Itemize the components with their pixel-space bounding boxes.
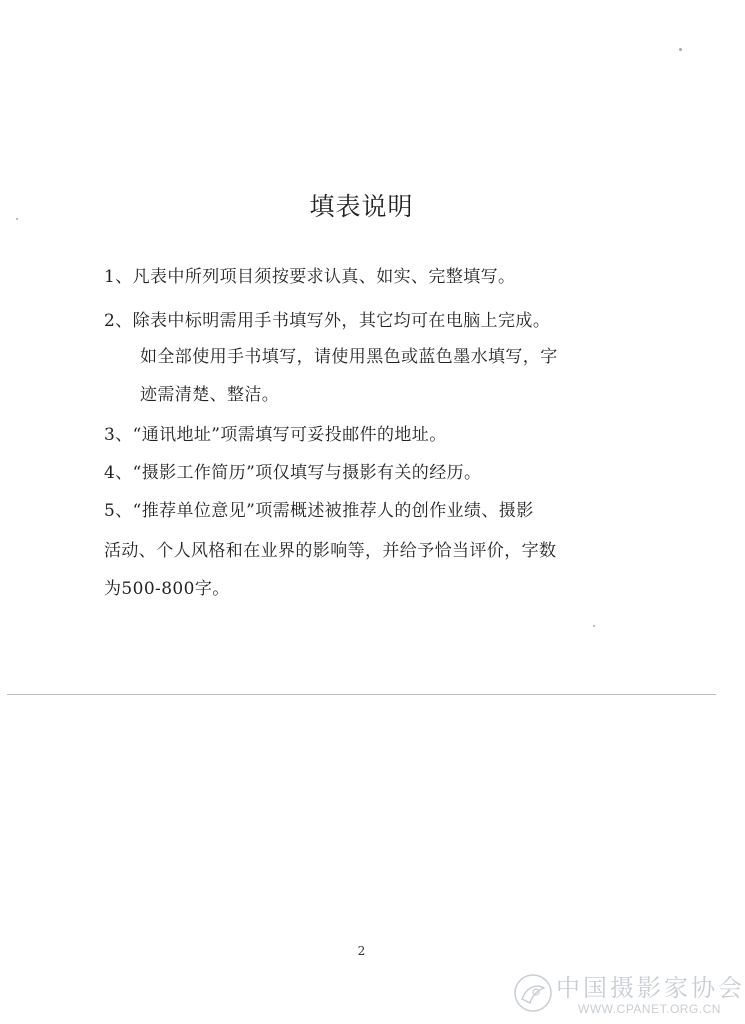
watermark-name: 中国摄影家协会	[556, 974, 745, 1002]
instruction-line-2-cont-a: 如全部使用手书填写，请使用黑色或蓝色墨水填写，字	[140, 347, 558, 367]
instruction-line-4: 4、“摄影工作简历”项仅填写与摄影有关的经历。	[104, 463, 482, 483]
instruction-line-3: 3、“通讯地址”项需填写可妥投邮件的地址。	[104, 425, 447, 445]
instruction-line-2: 2、除表中标明需用手书填写外，其它均可在电脑上完成。	[104, 311, 551, 331]
page-divider	[7, 694, 716, 695]
instruction-line-2-cont-b: 迹需清楚、整洁。	[140, 385, 280, 405]
instruction-line-5-cont-a: 活动、个人风格和在业界的影响等，并给予恰当评价，字数	[104, 541, 557, 561]
scan-speck	[593, 625, 595, 627]
association-logo-icon	[512, 972, 554, 1014]
instruction-line-5-cont-b: 为500-800字。	[104, 579, 230, 599]
instruction-line-1: 1、凡表中所列项目须按要求认真、如实、完整填写。	[104, 267, 516, 287]
watermark-url: WWW.CPANET.ORG.CN	[578, 1002, 721, 1016]
page-number: 2	[357, 944, 366, 958]
scan-speck	[679, 48, 682, 51]
page-title: 填表说明	[309, 192, 414, 221]
watermark	[508, 966, 745, 1022]
instruction-line-5: 5、“推荐单位意见”项需概述被推荐人的创作业绩、摄影	[104, 501, 534, 521]
